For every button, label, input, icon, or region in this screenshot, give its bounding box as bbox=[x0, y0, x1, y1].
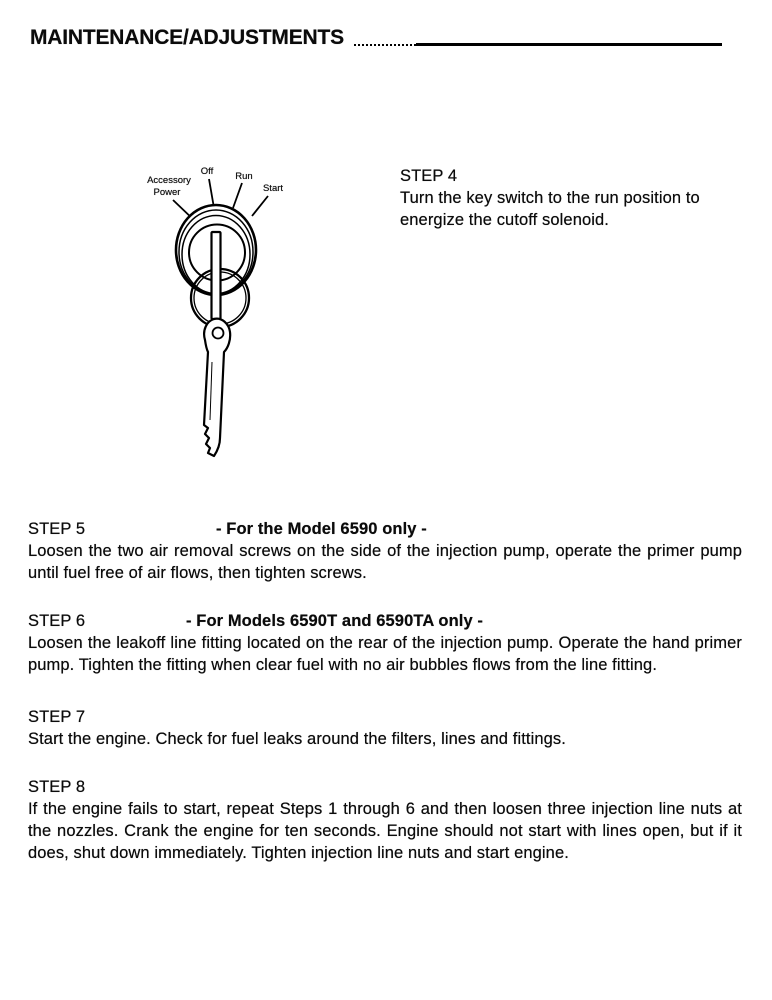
header-rule-dotted bbox=[354, 44, 416, 46]
start-label: Start bbox=[262, 183, 284, 194]
key-switch-figure bbox=[140, 152, 320, 472]
step-4-text: Turn the key switch to the run position to energize the cutoff solenoid. bbox=[400, 189, 700, 229]
step-7-heading bbox=[28, 706, 742, 728]
run-leader-line bbox=[233, 183, 242, 208]
step-4 bbox=[400, 165, 740, 231]
step-5-heading bbox=[28, 518, 742, 540]
step-5-title: - For the Model 6590 only - bbox=[216, 520, 427, 538]
step-6-title: - For Models 6590T and 6590TA only - bbox=[186, 612, 483, 630]
accessory-power-label-line2: Power bbox=[153, 187, 181, 198]
step-5-text: Loosen the two air removal screws on the side of the injection pump, operate the primer pump until fuel free of air flows, then tighten screws. bbox=[28, 542, 742, 582]
steps-section bbox=[28, 518, 742, 864]
header-rule bbox=[416, 43, 722, 46]
step-5 bbox=[28, 518, 742, 584]
step-7-text: Start the engine. Check for fuel leaks around the filters, lines and fittings. bbox=[28, 730, 566, 748]
start-leader-line bbox=[252, 196, 268, 216]
step-8-number: STEP 8 bbox=[28, 778, 86, 796]
page-header bbox=[30, 28, 722, 47]
inserted-key bbox=[212, 232, 221, 319]
off-leader-line bbox=[209, 179, 214, 208]
run-label: Run bbox=[235, 171, 253, 182]
step-7-number: STEP 7 bbox=[28, 708, 86, 726]
step-7 bbox=[28, 706, 742, 750]
step-8-text: If the engine fails to start, repeat Steps 1 through 6 and then loosen three injection line nuts at the nozzles. Crank the engine for ten seconds. Engine should not start with lines open, but if it does, shut down immediately. Tighten injection line nuts and start engine. bbox=[28, 800, 742, 862]
key-switch-illustration bbox=[140, 152, 320, 472]
step-6 bbox=[28, 610, 742, 676]
hanging-key-hole bbox=[213, 328, 224, 339]
step-6-heading bbox=[28, 610, 742, 632]
step-4-number: STEP 4 bbox=[400, 167, 458, 185]
off-label: Off bbox=[200, 166, 214, 177]
accessory-power-label-line1: Accessory bbox=[147, 175, 191, 186]
step-5-number: STEP 5 bbox=[28, 520, 86, 538]
step-8-heading bbox=[28, 776, 742, 798]
step-8 bbox=[28, 776, 742, 864]
step-6-text: Loosen the leakoff line fitting located on the rear of the injection pump. Operate the hand primer pump. Tighten the fitting when clear fuel with no air bubbles flows from the line fitting. bbox=[28, 634, 742, 674]
page-title: MAINTENANCE/ADJUSTMENTS bbox=[30, 26, 344, 49]
step-6-number: STEP 6 bbox=[28, 612, 86, 630]
